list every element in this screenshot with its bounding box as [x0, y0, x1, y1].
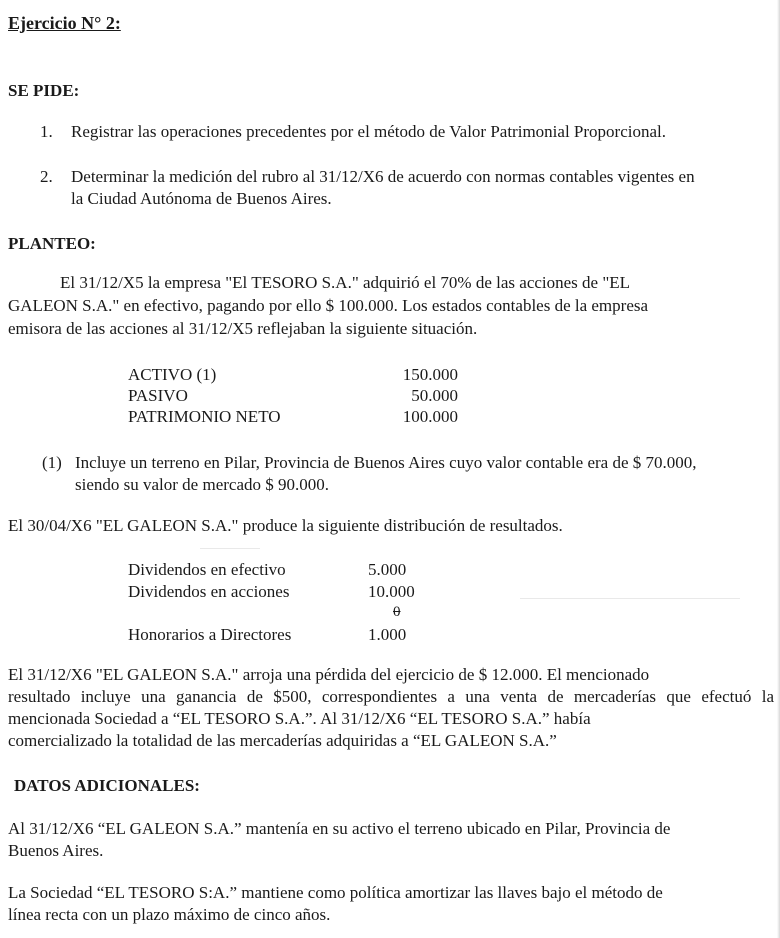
distribution-label-cash-dividends: Dividendos en efectivo	[128, 560, 286, 579]
footnote-number: (1)	[42, 453, 62, 472]
distribution-label-directors-fees: Honorarios a Directores	[128, 625, 292, 644]
exercise-title: Ejercicio N° 2:	[8, 13, 121, 33]
planteo-paragraph-3-line-3: mencionada Sociedad a “EL TESORO S.A.”. Al 31/12/X6 “EL TESORO S.A.” había	[8, 709, 591, 728]
planteo-paragraph-3-line-4: comercializado la totalidad de las mercaderías adquiridas a “EL GALEON S.A.”	[8, 731, 557, 750]
distribution-value-stock-dividends: 10.000	[368, 582, 415, 601]
se-pide-heading: SE PIDE:	[8, 81, 80, 100]
planteo-paragraph-2: El 30/04/X6 "EL GALEON S.A." produce la siguiente distribución de resultados.	[8, 516, 563, 535]
balance-label-pasivo: PASIVO	[128, 386, 188, 405]
distribution-value-struck-zero: 0	[393, 604, 401, 620]
distribution-value-directors-fees: 1.000	[368, 625, 407, 644]
scan-smudge	[200, 548, 260, 549]
datos-paragraph-2-line-1: La Sociedad “EL TESORO S:A.” mantiene como política amortizar las llaves bajo el método de	[8, 883, 663, 902]
planteo-paragraph-3-line-2: resultado incluye una ganancia de $500, correspondientes a una venta de mercaderías que efectuó la	[8, 687, 774, 706]
datos-paragraph-2-line-2: línea recta con un plazo máximo de cinco años.	[8, 905, 331, 924]
planteo-heading: PLANTEO:	[8, 234, 96, 253]
scan-smudge	[520, 598, 740, 599]
planteo-paragraph-1-line-3: emisora de las acciones al 31/12/X5 reflejaban la siguiente situación.	[8, 319, 478, 338]
se-pide-item-1-number: 1.	[40, 122, 53, 141]
planteo-paragraph-1-line-2: GALEON S.A." en efectivo, pagando por ello $ 100.000. Los estados contables de la empresa	[8, 296, 649, 315]
se-pide-item-1-text: Registrar las operaciones precedentes por el método de Valor Patrimonial Proporcional.	[71, 122, 666, 141]
distribution-label-stock-dividends: Dividendos en acciones	[128, 582, 290, 601]
footnote-line-1: Incluye un terreno en Pilar, Provincia de Buenos Aires cuyo valor contable era de $ 70.000,	[75, 453, 697, 472]
balance-label-patrimonio-neto: PATRIMONIO NETO	[128, 407, 281, 426]
planteo-paragraph-1-line-1: El 31/12/X5 la empresa "El TESORO S.A." adquirió el 70% de las acciones de "EL	[60, 273, 631, 292]
se-pide-item-2-line-2: la Ciudad Autónoma de Buenos Aires.	[71, 189, 332, 208]
se-pide-item-2-line-1: Determinar la medición del rubro al 31/12/X6 de acuerdo con normas contables vigentes en	[71, 167, 695, 186]
se-pide-item-2-number: 2.	[40, 167, 53, 186]
balance-value-activo: 150.000	[402, 365, 458, 384]
planteo-paragraph-3-line-1: El 31/12/X6 "EL GALEON S.A." arroja una pérdida del ejercicio de $ 12.000. El mencionado	[8, 665, 650, 684]
balance-value-patrimonio-neto: 100.000	[402, 407, 458, 426]
balance-value-pasivo: 50.000	[411, 386, 458, 405]
datos-adicionales-heading: DATOS ADICIONALES:	[14, 776, 200, 795]
distribution-value-cash-dividends: 5.000	[368, 560, 407, 579]
datos-paragraph-1-line-1: Al 31/12/X6 “EL GALEON S.A.” mantenía en su activo el terreno ubicado en Pilar, Provincia de	[8, 819, 671, 838]
footnote-line-2: siendo su valor de mercado $ 90.000.	[75, 475, 329, 494]
balance-label-activo: ACTIVO (1)	[128, 365, 217, 384]
datos-paragraph-1-line-2: Buenos Aires.	[8, 841, 104, 860]
